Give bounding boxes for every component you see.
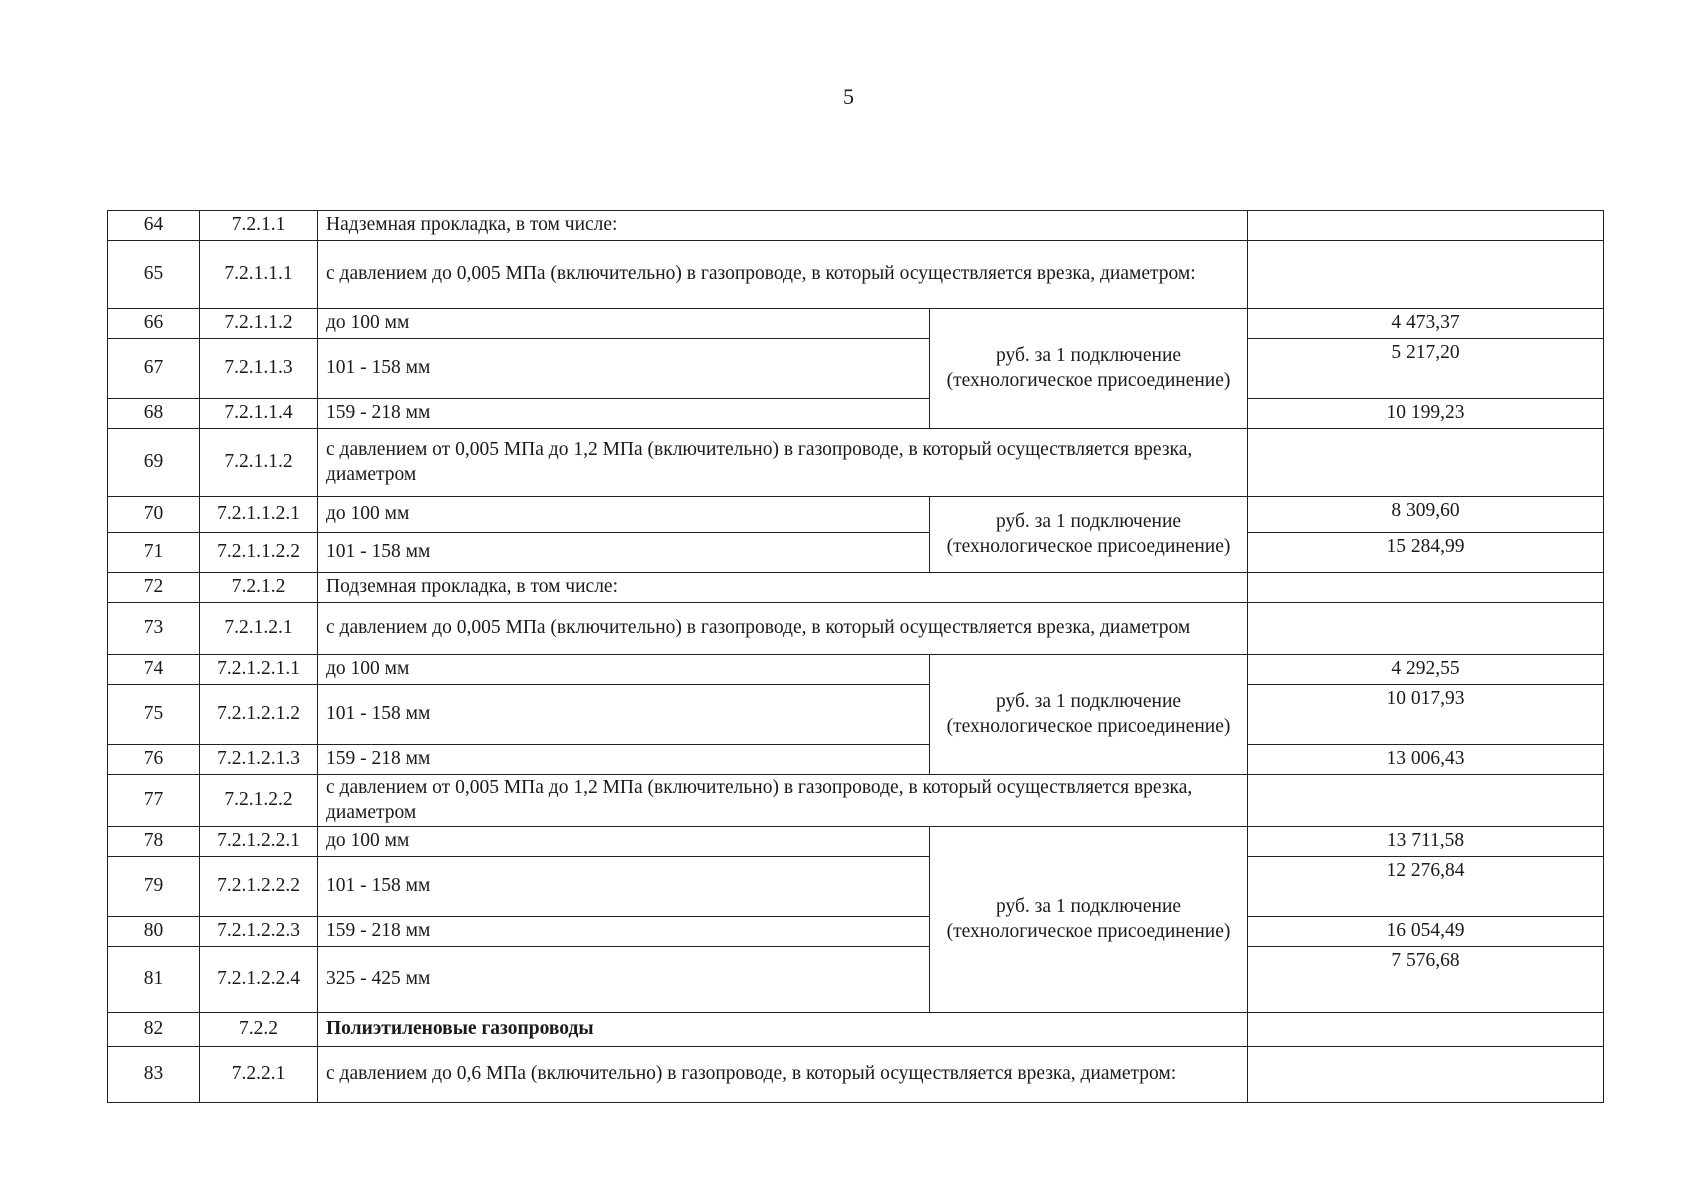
- row-number: 68: [108, 399, 200, 429]
- item-code: 7.2.1.1.2.1: [200, 497, 318, 533]
- row-number: 72: [108, 573, 200, 603]
- row-number: 79: [108, 857, 200, 917]
- item-name: до 100 мм: [318, 309, 930, 339]
- row-number: 75: [108, 685, 200, 745]
- table-row: [108, 827, 1604, 857]
- table-row: [108, 603, 1604, 655]
- item-price: [1248, 775, 1604, 827]
- item-code: 7.2.1.1.1: [200, 241, 318, 309]
- table-row: [108, 917, 1604, 947]
- page-number: 5: [843, 84, 854, 109]
- item-name: 101 - 158 мм: [318, 533, 930, 573]
- item-name: 101 - 158 мм: [318, 857, 930, 917]
- item-price: 4 292,55: [1248, 655, 1604, 685]
- unit-cell: руб. за 1 подключение (технологическое присоединение): [930, 827, 1248, 1013]
- item-name: до 100 мм: [318, 497, 930, 533]
- item-code: 7.2.1.2.2.4: [200, 947, 318, 1013]
- item-code: 7.2.1.2: [200, 573, 318, 603]
- item-code: 7.2.1.2.1.3: [200, 745, 318, 775]
- item-code: 7.2.1.2.1: [200, 603, 318, 655]
- item-price: 15 284,99: [1248, 533, 1604, 573]
- item-price: [1248, 211, 1604, 241]
- item-price: 4 473,37: [1248, 309, 1604, 339]
- item-code: 7.2.1.1.4: [200, 399, 318, 429]
- item-price: 10 199,23: [1248, 399, 1604, 429]
- table-row: [108, 745, 1604, 775]
- item-name: с давлением до 0,6 МПа (включительно) в газопроводе, в который осуществляется врезка, диаметром:: [318, 1047, 1248, 1103]
- unit-cell: руб. за 1 подключение (технологическое присоединение): [930, 655, 1248, 775]
- row-number: 64: [108, 211, 200, 241]
- row-number: 78: [108, 827, 200, 857]
- item-name: 159 - 218 мм: [318, 917, 930, 947]
- item-price: [1248, 573, 1604, 603]
- tariff-table: [107, 210, 1604, 1103]
- table-row: [108, 1013, 1604, 1047]
- item-name: Подземная прокладка, в том числе:: [318, 573, 1248, 603]
- section-heading: Полиэтиленовые газопроводы: [318, 1013, 1248, 1047]
- item-code: 7.2.1.1: [200, 211, 318, 241]
- table-row: [108, 309, 1604, 339]
- row-number: 80: [108, 917, 200, 947]
- item-code: 7.2.1.1.3: [200, 339, 318, 399]
- row-number: 82: [108, 1013, 200, 1047]
- row-number: 71: [108, 533, 200, 573]
- row-number: 67: [108, 339, 200, 399]
- table-row: [108, 533, 1604, 573]
- table-row: [108, 685, 1604, 745]
- item-price: 8 309,60: [1248, 497, 1604, 533]
- item-code: 7.2.2.1: [200, 1047, 318, 1103]
- item-name: 325 - 425 мм: [318, 947, 930, 1013]
- table-row: [108, 857, 1604, 917]
- table-row: [108, 1047, 1604, 1103]
- table-row: [108, 429, 1604, 497]
- item-code: 7.2.1.1.2: [200, 429, 318, 497]
- item-price: [1248, 1013, 1604, 1047]
- item-name: Надземная прокладка, в том числе:: [318, 211, 1248, 241]
- row-number: 83: [108, 1047, 200, 1103]
- item-name: с давлением от 0,005 МПа до 1,2 МПа (включительно) в газопроводе, в который осуществляется врезка, диаметром: [318, 775, 1248, 827]
- item-code: 7.2.1.2.2: [200, 775, 318, 827]
- item-name: до 100 мм: [318, 655, 930, 685]
- item-name: с давлением от 0,005 МПа до 1,2 МПа (включительно) в газопроводе, в который осуществляется врезка, диаметром: [318, 429, 1248, 497]
- table-row: [108, 399, 1604, 429]
- item-price: 13 711,58: [1248, 827, 1604, 857]
- item-code: 7.2.1.2.1.1: [200, 655, 318, 685]
- item-price: 12 276,84: [1248, 857, 1604, 917]
- item-code: 7.2.1.2.2.2: [200, 857, 318, 917]
- row-number: 73: [108, 603, 200, 655]
- item-name: до 100 мм: [318, 827, 930, 857]
- item-price: 7 576,68: [1248, 947, 1604, 1013]
- item-code: 7.2.1.2.2.1: [200, 827, 318, 857]
- item-price: 10 017,93: [1248, 685, 1604, 745]
- row-number: 77: [108, 775, 200, 827]
- table-row: [108, 241, 1604, 309]
- unit-cell: руб. за 1 подключение (технологическое присоединение): [930, 497, 1248, 573]
- item-name: с давлением до 0,005 МПа (включительно) в газопроводе, в который осуществляется врезка, диаметром:: [318, 241, 1248, 309]
- table-row: [108, 655, 1604, 685]
- table-row: [108, 497, 1604, 533]
- item-name: 159 - 218 мм: [318, 399, 930, 429]
- item-name: с давлением до 0,005 МПа (включительно) в газопроводе, в который осуществляется врезка, диаметром: [318, 603, 1248, 655]
- row-number: 66: [108, 309, 200, 339]
- item-code: 7.2.1.2.2.3: [200, 917, 318, 947]
- table-row: [108, 339, 1604, 399]
- row-number: 70: [108, 497, 200, 533]
- item-name: 101 - 158 мм: [318, 339, 930, 399]
- table-row: [108, 211, 1604, 241]
- item-code: 7.2.2: [200, 1013, 318, 1047]
- row-number: 74: [108, 655, 200, 685]
- item-price: [1248, 241, 1604, 309]
- item-price: 16 054,49: [1248, 917, 1604, 947]
- item-code: 7.2.1.2.1.2: [200, 685, 318, 745]
- unit-cell: руб. за 1 подключение (технологическое присоединение): [930, 309, 1248, 429]
- item-price: [1248, 1047, 1604, 1103]
- table-row: [108, 947, 1604, 1013]
- row-number: 69: [108, 429, 200, 497]
- item-price: [1248, 429, 1604, 497]
- item-price: 5 217,20: [1248, 339, 1604, 399]
- row-number: 76: [108, 745, 200, 775]
- item-name: 159 - 218 мм: [318, 745, 930, 775]
- row-number: 81: [108, 947, 200, 1013]
- table-row: [108, 775, 1604, 827]
- row-number: 65: [108, 241, 200, 309]
- item-price: 13 006,43: [1248, 745, 1604, 775]
- item-code: 7.2.1.1.2.2: [200, 533, 318, 573]
- item-name: 101 - 158 мм: [318, 685, 930, 745]
- item-code: 7.2.1.1.2: [200, 309, 318, 339]
- table-row: [108, 573, 1604, 603]
- item-price: [1248, 603, 1604, 655]
